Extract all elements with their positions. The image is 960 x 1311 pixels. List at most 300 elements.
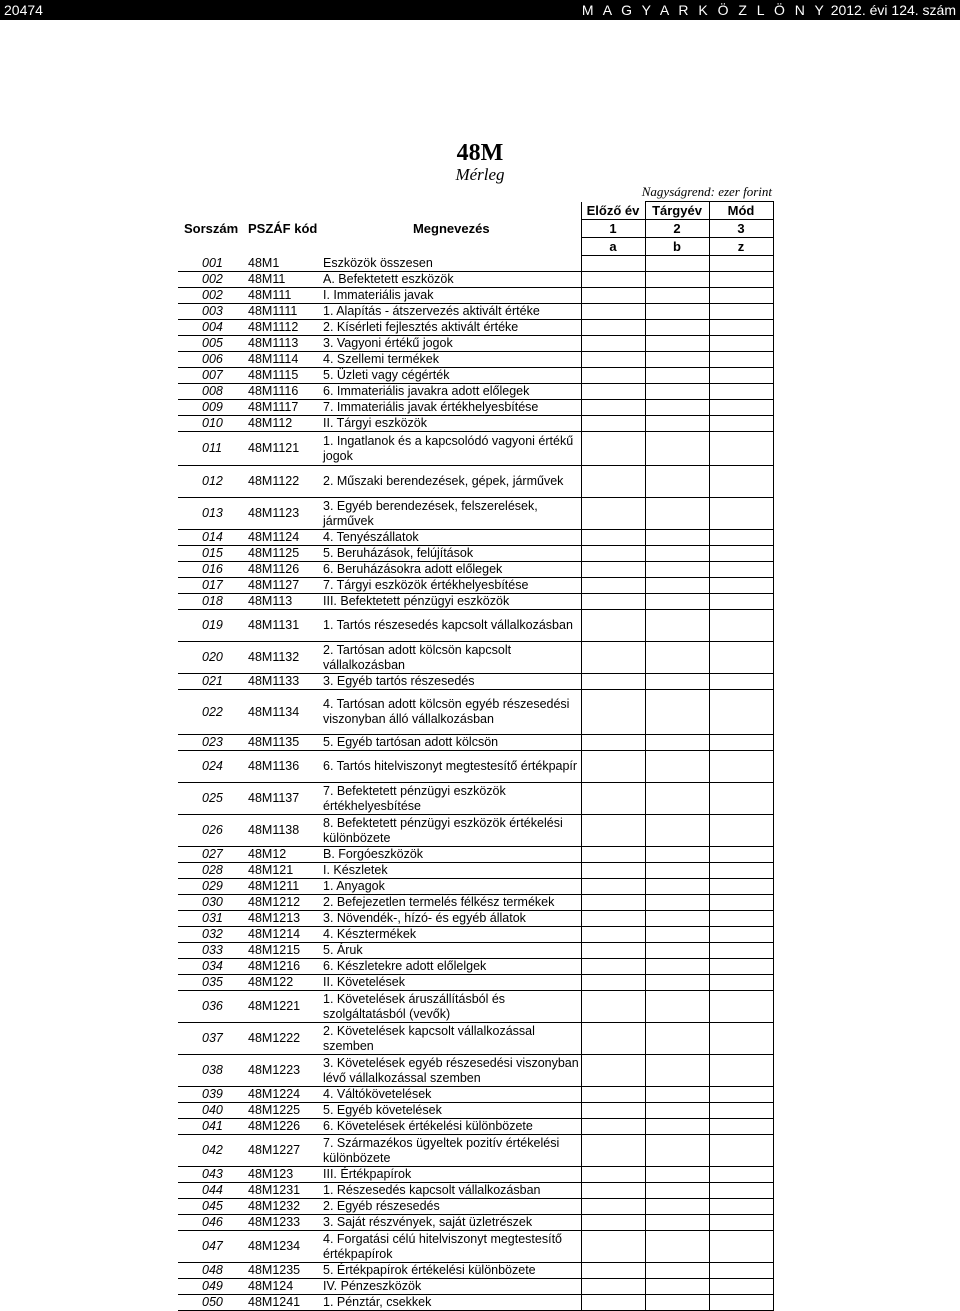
row-pszaf-code: 48M1223 <box>242 1055 319 1087</box>
value-cell-mod <box>709 991 773 1023</box>
form-name: Mérleg <box>455 165 505 184</box>
row-number: 003 <box>178 304 242 320</box>
value-cell-elozo-ev <box>581 751 645 783</box>
row-number: 020 <box>178 642 242 674</box>
value-cell-mod <box>709 610 773 642</box>
value-cell-mod <box>709 272 773 288</box>
value-cell-elozo-ev <box>581 943 645 959</box>
table-row <box>178 466 773 498</box>
row-name: 1. Pénztár, csekkek <box>319 1295 581 1311</box>
value-cell-elozo-ev <box>581 927 645 943</box>
value-cell-elozo-ev <box>581 1215 645 1231</box>
row-pszaf-code: 48M1126 <box>242 562 319 578</box>
table-row <box>178 1103 773 1119</box>
row-name: 7. Befektetett pénzügyi eszközök értékhelyesbítése <box>319 783 581 815</box>
value-cell-mod <box>709 1263 773 1279</box>
value-cell-mod <box>709 1119 773 1135</box>
row-pszaf-code: 48M1112 <box>242 320 319 336</box>
row-name: 5. Áruk <box>319 943 581 959</box>
row-name: I. Immateriális javak <box>319 288 581 304</box>
table-row <box>178 1055 773 1087</box>
row-number: 024 <box>178 751 242 783</box>
value-cell-elozo-ev <box>581 432 645 466</box>
value-cell-mod <box>709 1199 773 1215</box>
value-cell-targyev <box>645 895 709 911</box>
value-cell-mod <box>709 256 773 272</box>
row-number: 048 <box>178 1263 242 1279</box>
row-number: 037 <box>178 1023 242 1055</box>
value-cell-elozo-ev <box>581 498 645 530</box>
row-pszaf-code: 48M1213 <box>242 911 319 927</box>
balance-table-wrap <box>178 201 773 1309</box>
table-row <box>178 594 773 610</box>
row-name: 5. Beruházások, felújítások <box>319 546 581 562</box>
row-number: 010 <box>178 416 242 432</box>
row-name: II. Követelések <box>319 975 581 991</box>
value-cell-targyev <box>645 879 709 895</box>
value-cell-elozo-ev <box>581 530 645 546</box>
value-cell-mod <box>709 304 773 320</box>
col-header-targyev: Tárgyév <box>645 202 709 220</box>
row-number: 001 <box>178 256 242 272</box>
row-number: 035 <box>178 975 242 991</box>
row-pszaf-code: 48M1232 <box>242 1199 319 1215</box>
table-row <box>178 288 773 304</box>
value-cell-targyev <box>645 1231 709 1263</box>
value-cell-mod <box>709 498 773 530</box>
table-row <box>178 751 773 783</box>
row-number: 013 <box>178 498 242 530</box>
row-number: 002 <box>178 272 242 288</box>
table-row <box>178 546 773 562</box>
value-cell-mod <box>709 1183 773 1199</box>
row-pszaf-code: 48M11 <box>242 272 319 288</box>
value-cell-elozo-ev <box>581 352 645 368</box>
table-row <box>178 943 773 959</box>
row-name: 5. Értékpapírok értékelési különbözete <box>319 1263 581 1279</box>
value-cell-mod <box>709 416 773 432</box>
value-cell-mod <box>709 466 773 498</box>
value-cell-targyev <box>645 943 709 959</box>
row-name: 1. Ingatlanok és a kapcsolódó vagyoni értékű jogok <box>319 432 581 466</box>
row-number: 004 <box>178 320 242 336</box>
value-cell-targyev <box>645 1055 709 1087</box>
row-pszaf-code: 48M1135 <box>242 735 319 751</box>
table-row <box>178 895 773 911</box>
value-cell-elozo-ev <box>581 562 645 578</box>
row-pszaf-code: 48M113 <box>242 594 319 610</box>
row-number: 034 <box>178 959 242 975</box>
unit-note: Nagyságrend: ezer forint <box>641 184 772 199</box>
value-cell-mod <box>709 751 773 783</box>
row-pszaf-code: 48M1124 <box>242 530 319 546</box>
value-cell-mod <box>709 1135 773 1167</box>
row-name: 3. Vagyoni értékű jogok <box>319 336 581 352</box>
value-cell-elozo-ev <box>581 1087 645 1103</box>
row-name: 2. Műszaki berendezések, gépek, járművek <box>319 466 581 498</box>
value-cell-mod <box>709 847 773 863</box>
row-name: 3. Egyéb tartós részesedés <box>319 674 581 690</box>
row-pszaf-code: 48M1215 <box>242 943 319 959</box>
value-cell-targyev <box>645 368 709 384</box>
value-cell-elozo-ev <box>581 1023 645 1055</box>
table-row <box>178 1087 773 1103</box>
value-cell-targyev <box>645 783 709 815</box>
value-cell-targyev <box>645 578 709 594</box>
row-name: 3. Követelések egyéb részesedési viszonyban lévő vállalkozással szemben <box>319 1055 581 1087</box>
value-cell-elozo-ev <box>581 288 645 304</box>
value-cell-elozo-ev <box>581 400 645 416</box>
row-pszaf-code: 48M121 <box>242 863 319 879</box>
row-number: 011 <box>178 432 242 466</box>
row-pszaf-code: 48M1111 <box>242 304 319 320</box>
value-cell-mod <box>709 975 773 991</box>
row-pszaf-code: 48M123 <box>242 1167 319 1183</box>
table-row <box>178 530 773 546</box>
value-cell-elozo-ev <box>581 735 645 751</box>
value-cell-elozo-ev <box>581 847 645 863</box>
value-cell-mod <box>709 320 773 336</box>
value-cell-mod <box>709 1023 773 1055</box>
value-cell-mod <box>709 863 773 879</box>
table-row <box>178 847 773 863</box>
row-name: 7. Tárgyi eszközök értékhelyesbítése <box>319 578 581 594</box>
row-name: 4. Forgatási célú hitelviszonyt megtestesítő értékpapírok <box>319 1231 581 1263</box>
row-number: 019 <box>178 610 242 642</box>
value-cell-elozo-ev <box>581 256 645 272</box>
row-name: 6. Beruházásokra adott előlegek <box>319 562 581 578</box>
row-pszaf-code: 48M1133 <box>242 674 319 690</box>
table-row <box>178 735 773 751</box>
row-number: 015 <box>178 546 242 562</box>
row-number: 047 <box>178 1231 242 1263</box>
row-pszaf-code: 48M1137 <box>242 783 319 815</box>
table-row <box>178 368 773 384</box>
row-pszaf-code: 48M1225 <box>242 1103 319 1119</box>
header-row-top <box>178 202 773 220</box>
value-cell-targyev <box>645 416 709 432</box>
row-name: 5. Egyéb követelések <box>319 1103 581 1119</box>
value-cell-mod <box>709 1103 773 1119</box>
value-cell-elozo-ev <box>581 911 645 927</box>
value-cell-targyev <box>645 498 709 530</box>
row-pszaf-code: 48M111 <box>242 288 319 304</box>
value-cell-elozo-ev <box>581 895 645 911</box>
value-cell-elozo-ev <box>581 466 645 498</box>
row-number: 022 <box>178 690 242 735</box>
row-pszaf-code: 48M122 <box>242 975 319 991</box>
value-cell-elozo-ev <box>581 610 645 642</box>
row-number: 050 <box>178 1295 242 1311</box>
table-row <box>178 432 773 466</box>
value-cell-elozo-ev <box>581 416 645 432</box>
col-number: 2 <box>645 220 709 238</box>
row-name: III. Értékpapírok <box>319 1167 581 1183</box>
value-cell-targyev <box>645 911 709 927</box>
row-number: 029 <box>178 879 242 895</box>
value-cell-targyev <box>645 1183 709 1199</box>
value-cell-elozo-ev <box>581 1103 645 1119</box>
row-pszaf-code: 48M112 <box>242 416 319 432</box>
row-number: 033 <box>178 943 242 959</box>
row-name: 6. Tartós hitelviszonyt megtestesítő értékpapír <box>319 751 581 783</box>
row-pszaf-code: 48M1234 <box>242 1231 319 1263</box>
table-row <box>178 975 773 991</box>
value-cell-targyev <box>645 256 709 272</box>
value-cell-mod <box>709 368 773 384</box>
value-cell-mod <box>709 879 773 895</box>
value-cell-targyev <box>645 959 709 975</box>
col-number: 3 <box>709 220 773 238</box>
row-name: B. Forgóeszközök <box>319 847 581 863</box>
value-cell-elozo-ev <box>581 1119 645 1135</box>
value-cell-targyev <box>645 400 709 416</box>
value-cell-mod <box>709 927 773 943</box>
value-cell-targyev <box>645 272 709 288</box>
row-name: 2. Tartósan adott kölcsön kapcsolt vállalkozásban <box>319 642 581 674</box>
row-pszaf-code: 48M1134 <box>242 690 319 735</box>
row-number: 040 <box>178 1103 242 1119</box>
value-cell-elozo-ev <box>581 368 645 384</box>
row-pszaf-code: 48M1115 <box>242 368 319 384</box>
row-number: 017 <box>178 578 242 594</box>
row-pszaf-code: 48M1216 <box>242 959 319 975</box>
table-row <box>178 815 773 847</box>
table-row <box>178 959 773 975</box>
value-cell-targyev <box>645 546 709 562</box>
value-cell-elozo-ev <box>581 783 645 815</box>
row-number: 043 <box>178 1167 242 1183</box>
value-cell-elozo-ev <box>581 594 645 610</box>
value-cell-targyev <box>645 432 709 466</box>
value-cell-targyev <box>645 530 709 546</box>
value-cell-elozo-ev <box>581 1135 645 1167</box>
row-name: 2. Kísérleti fejlesztés aktivált értéke <box>319 320 581 336</box>
value-cell-targyev <box>645 815 709 847</box>
value-cell-targyev <box>645 975 709 991</box>
row-pszaf-code: 48M1122 <box>242 466 319 498</box>
value-cell-targyev <box>645 320 709 336</box>
row-name: 7. Immateriális javak értékhelyesbítése <box>319 400 581 416</box>
table-row <box>178 783 773 815</box>
value-cell-elozo-ev <box>581 879 645 895</box>
value-cell-mod <box>709 735 773 751</box>
row-pszaf-code: 48M1132 <box>242 642 319 674</box>
col-header-elozo-ev: Előző év <box>581 202 645 220</box>
table-row <box>178 272 773 288</box>
value-cell-mod <box>709 1215 773 1231</box>
row-number: 026 <box>178 815 242 847</box>
row-pszaf-code: 48M1235 <box>242 1263 319 1279</box>
row-name: 2. Befejezetlen termelés félkész termékek <box>319 895 581 911</box>
value-cell-elozo-ev <box>581 1183 645 1199</box>
value-cell-mod <box>709 943 773 959</box>
row-number: 008 <box>178 384 242 400</box>
col-header-mod: Mód <box>709 202 773 220</box>
row-pszaf-code: 48M1116 <box>242 384 319 400</box>
value-cell-mod <box>709 546 773 562</box>
value-cell-targyev <box>645 1167 709 1183</box>
col-letter: a <box>581 238 645 256</box>
value-cell-mod <box>709 1055 773 1087</box>
row-name: 5. Üzleti vagy cégérték <box>319 368 581 384</box>
value-cell-targyev <box>645 642 709 674</box>
value-cell-mod <box>709 400 773 416</box>
value-cell-mod <box>709 384 773 400</box>
value-cell-mod <box>709 432 773 466</box>
value-cell-targyev <box>645 847 709 863</box>
value-cell-elozo-ev <box>581 1167 645 1183</box>
value-cell-mod <box>709 911 773 927</box>
value-cell-mod <box>709 783 773 815</box>
row-number: 046 <box>178 1215 242 1231</box>
value-cell-elozo-ev <box>581 546 645 562</box>
row-pszaf-code: 48M1113 <box>242 336 319 352</box>
table-row <box>178 352 773 368</box>
col-letter: b <box>645 238 709 256</box>
row-name: 5. Egyéb tartósan adott kölcsön <box>319 735 581 751</box>
balance-table <box>178 201 774 1311</box>
row-number: 007 <box>178 368 242 384</box>
value-cell-targyev <box>645 336 709 352</box>
table-row <box>178 1279 773 1295</box>
row-number: 025 <box>178 783 242 815</box>
row-name: 3. Növendék-, hízó- és egyéb állatok <box>319 911 581 927</box>
table-row <box>178 642 773 674</box>
table-row <box>178 1215 773 1231</box>
value-cell-mod <box>709 959 773 975</box>
page-number: 20474 <box>4 2 43 18</box>
table-row <box>178 610 773 642</box>
row-pszaf-code: 48M12 <box>242 847 319 863</box>
page-header <box>0 0 960 20</box>
table-row <box>178 1231 773 1263</box>
table-row <box>178 927 773 943</box>
publication-line <box>582 0 956 20</box>
value-cell-mod <box>709 1279 773 1295</box>
row-name: II. Tárgyi eszközök <box>319 416 581 432</box>
table-row <box>178 1167 773 1183</box>
row-pszaf-code: 48M1221 <box>242 991 319 1023</box>
row-number: 042 <box>178 1135 242 1167</box>
row-pszaf-code: 48M1222 <box>242 1023 319 1055</box>
table-row <box>178 1119 773 1135</box>
col-header-sorszam: Sorszám <box>184 221 239 236</box>
row-number: 044 <box>178 1183 242 1199</box>
value-cell-elozo-ev <box>581 959 645 975</box>
row-name: 2. Követelések kapcsolt vállalkozással szemben <box>319 1023 581 1055</box>
table-row <box>178 336 773 352</box>
value-cell-targyev <box>645 304 709 320</box>
row-pszaf-code: 48M1233 <box>242 1215 319 1231</box>
value-cell-targyev <box>645 384 709 400</box>
value-cell-elozo-ev <box>581 320 645 336</box>
row-name: 8. Befektetett pénzügyi eszközök értékelési különbözete <box>319 815 581 847</box>
value-cell-mod <box>709 1231 773 1263</box>
table-row <box>178 562 773 578</box>
row-number: 028 <box>178 863 242 879</box>
table-row <box>178 498 773 530</box>
table-row <box>178 863 773 879</box>
value-cell-targyev <box>645 1087 709 1103</box>
row-number: 030 <box>178 895 242 911</box>
row-number: 041 <box>178 1119 242 1135</box>
value-cell-targyev <box>645 690 709 735</box>
value-cell-mod <box>709 352 773 368</box>
row-name: I. Készletek <box>319 863 581 879</box>
value-cell-elozo-ev <box>581 1231 645 1263</box>
value-cell-targyev <box>645 751 709 783</box>
row-number: 016 <box>178 562 242 578</box>
value-cell-elozo-ev <box>581 1279 645 1295</box>
row-name: 4. Váltókövetelések <box>319 1087 581 1103</box>
row-name: 6. Immateriális javakra adott előlegek <box>319 384 581 400</box>
value-cell-elozo-ev <box>581 304 645 320</box>
row-pszaf-code: 48M1231 <box>242 1183 319 1199</box>
value-cell-targyev <box>645 1199 709 1215</box>
row-name: 6. Követelések értékelési különbözete <box>319 1119 581 1135</box>
col-number: 1 <box>581 220 645 238</box>
row-pszaf-code: 48M1127 <box>242 578 319 594</box>
table-row <box>178 256 773 272</box>
row-number: 014 <box>178 530 242 546</box>
value-cell-targyev <box>645 1119 709 1135</box>
row-name: 6. Készletekre adott előlelgek <box>319 959 581 975</box>
row-name: A. Befektetett eszközök <box>319 272 581 288</box>
value-cell-mod <box>709 895 773 911</box>
value-cell-mod <box>709 815 773 847</box>
row-pszaf-code: 48M1214 <box>242 927 319 943</box>
row-name: 1. Követelések áruszállításból és szolgáltatásból (vevők) <box>319 991 581 1023</box>
col-header-megnevezes: Megnevezés <box>412 221 490 236</box>
value-cell-targyev <box>645 562 709 578</box>
value-cell-targyev <box>645 1279 709 1295</box>
value-cell-elozo-ev <box>581 642 645 674</box>
value-cell-mod <box>709 578 773 594</box>
table-row <box>178 416 773 432</box>
table-row <box>178 991 773 1023</box>
row-pszaf-code: 48M1227 <box>242 1135 319 1167</box>
row-number: 049 <box>178 1279 242 1295</box>
value-cell-elozo-ev <box>581 578 645 594</box>
value-cell-targyev <box>645 991 709 1023</box>
row-name: III. Befektetett pénzügyi eszközök <box>319 594 581 610</box>
row-pszaf-code: 48M1117 <box>242 400 319 416</box>
table-row <box>178 690 773 735</box>
row-number: 031 <box>178 911 242 927</box>
row-number: 036 <box>178 991 242 1023</box>
value-cell-targyev <box>645 1135 709 1167</box>
row-name: 4. Szellemi termékek <box>319 352 581 368</box>
row-pszaf-code: 48M1241 <box>242 1295 319 1311</box>
value-cell-targyev <box>645 927 709 943</box>
row-name: 2. Egyéb részesedés <box>319 1199 581 1215</box>
row-number: 009 <box>178 400 242 416</box>
table-row <box>178 911 773 927</box>
row-pszaf-code: 48M1136 <box>242 751 319 783</box>
value-cell-targyev <box>645 1263 709 1279</box>
row-name: 7. Származékos ügyeltek pozitív értékelési különbözete <box>319 1135 581 1167</box>
value-cell-targyev <box>645 466 709 498</box>
row-number: 023 <box>178 735 242 751</box>
row-number: 032 <box>178 927 242 943</box>
row-number: 039 <box>178 1087 242 1103</box>
row-pszaf-code: 48M1121 <box>242 432 319 466</box>
value-cell-targyev <box>645 863 709 879</box>
col-header-pszaf-kod: PSZÁF kód <box>248 221 318 236</box>
value-cell-elozo-ev <box>581 975 645 991</box>
row-pszaf-code: 48M1125 <box>242 546 319 562</box>
